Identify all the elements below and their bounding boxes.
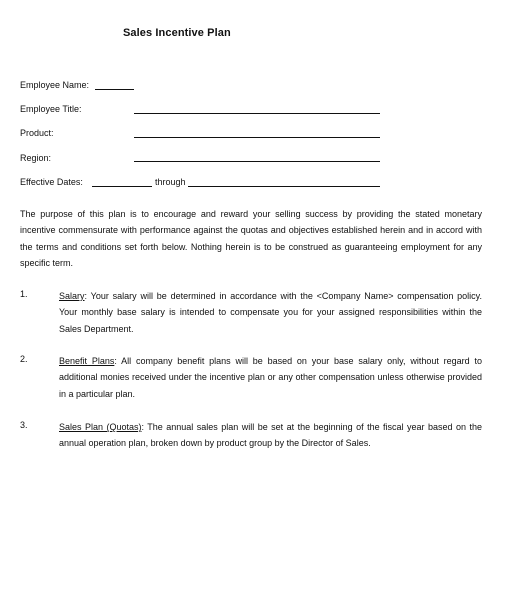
employee-name-label: Employee Name: [20, 80, 90, 90]
item-heading: Salary [59, 291, 85, 301]
item-body [59, 419, 482, 452]
region-label: Region: [20, 153, 52, 163]
effective-date-end-blank[interactable] [188, 186, 380, 187]
region-blank[interactable] [134, 161, 380, 162]
product-blank[interactable] [134, 137, 380, 138]
item-body [59, 353, 482, 402]
item-text: : Your salary will be determined in accordance with the <Company Name> compensation policy. Your monthly base salary is intended to compensate you for your assigned responsibilities within the Sales Department. [59, 291, 482, 334]
item-text: : The annual sales plan will be set at the beginning of the fiscal year based on the annual operation plan, broken down by product group by the Director of Sales. [59, 422, 482, 449]
document-title: Sales Incentive Plan [123, 27, 231, 39]
through-label: through [155, 177, 186, 187]
item-number: 1. [20, 289, 28, 299]
employee-title-label: Employee Title: [20, 104, 82, 114]
item-number: 3. [20, 420, 28, 430]
item-heading: Sales Plan (Quotas) [59, 422, 142, 432]
item-body [59, 288, 482, 337]
purpose-paragraph: The purpose of this plan is to encourage and reward your selling success by providing the stated monetary incentive commensurate with performance against the quotas and objectives established herein and in accord with the terms and conditions set forth below. Nothing herein is to be construed as guaranteeing employment for any specific term. [20, 209, 482, 268]
item-number: 2. [20, 354, 28, 364]
employee-title-blank[interactable] [134, 113, 380, 114]
item-text: : All company benefit plans will be based on your base salary only, without regard to additional monies received under the incentive plan or any other compensation unless otherwise provided in a particular plan. [59, 356, 482, 399]
product-label: Product: [20, 128, 54, 138]
effective-date-start-blank[interactable] [92, 186, 152, 187]
effective-dates-label: Effective Dates: [20, 177, 83, 187]
item-heading: Benefit Plans [59, 356, 115, 366]
employee-name-blank[interactable] [95, 89, 134, 90]
